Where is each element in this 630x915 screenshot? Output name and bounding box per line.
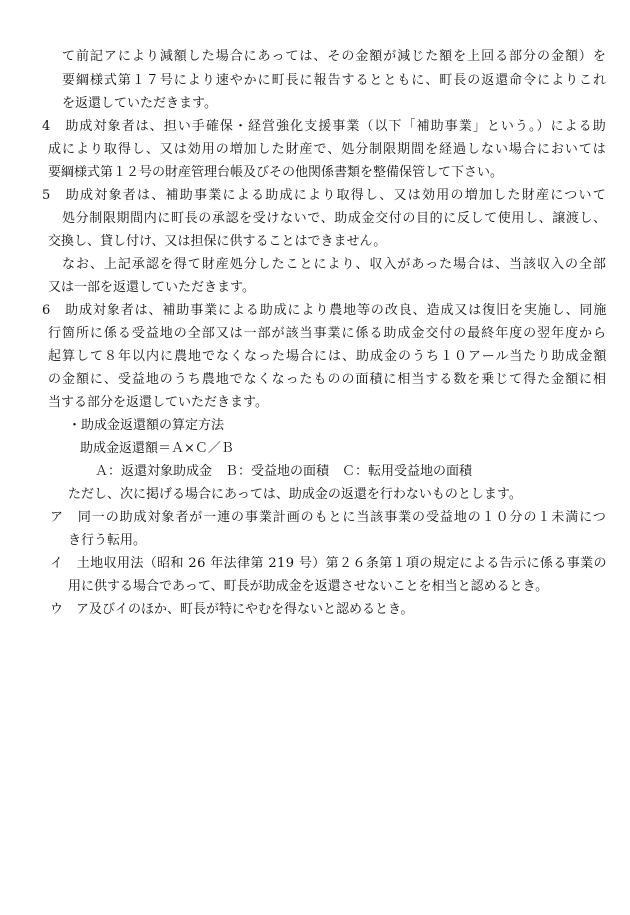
text-line: ・助成金返還額の算定方法	[68, 418, 225, 433]
text-line: 又は一部を返還していただきます。	[48, 280, 255, 295]
text-line: 行箇所に係る受益地の全部又は一部が該当事業に係る助成金交付の最終年度の翌年度から	[48, 326, 608, 341]
text-line: ア 同一の助成対象者が一連の事業計画のもとに当該事業の受益地の１０分の１未満につ	[50, 510, 607, 525]
text-line: 成により取得し、又は効用の増加した財産で、処分制限期間を経過しない場合においては	[48, 142, 607, 157]
text-line: 6 助成対象者は、補助事業による助成により農地等の改良、造成又は復旧を実施し、同施	[42, 303, 608, 318]
text-line: の金額に、受益地のうち農地でなくなったものの面積に相当する数を乗じて得た金額に相	[48, 372, 608, 387]
text-line: を返還していただきます。	[62, 96, 217, 111]
text-line: き行う転用。	[68, 533, 147, 548]
text-line: イ 土地収用法（昭和 26 年法律第 219 号）第２６条第１項の規定による告示に係る事業の	[50, 556, 607, 571]
text-line: ウ ア及びイのほか、町長が特にやむを得ないと認めるとき。	[50, 602, 414, 617]
text-line: て前記アにより減額した場合にあっては、その金額が減じた額を上回る部分の金額）を	[62, 49, 607, 64]
text-line: 交換し、貸し付け、又は担保に供することはできません。	[48, 234, 387, 249]
text-line: 当する部分を返還していただきます。	[48, 395, 268, 410]
text-line: 要綱様式第１２号の財産管理台帳及びその他関係書類を整備保管して下さい。	[48, 165, 504, 180]
text-line: なお、上記承認を得て財産処分したことにより、収入があった場合は、当該収入の全部	[62, 257, 607, 272]
text-line: ただし、次に掲げる場合にあっては、助成金の返還を行わないものとします。	[68, 487, 522, 502]
formula-legend: Ａ：返還対象助成金 Ｂ：受益地の面積 Ｃ：転用受益地の面積	[95, 464, 473, 479]
text-line: 起算して８年以内に農地でなくなった場合には、助成金のうち１０アール当たり助成金額	[48, 349, 608, 364]
text-line: 4 助成対象者は、担い手確保・経営強化支援事業（以下「補助事業」という。）による助	[42, 119, 607, 134]
text-line: 用に供する場合であって、町長が助成金を返還させないことを相当と認めるとき。	[68, 579, 549, 594]
formula-line: 助成金返還額＝Ａ×Ｃ／Ｂ	[80, 441, 234, 456]
text-line: 要綱様式第１７号により速やかに町長に報告するとともに、町長の返還命令によりこれ	[62, 73, 608, 88]
text-line: 処分制限期間内に町長の承認を受けないで、助成金交付の目的に反して使用し、譲渡し、	[62, 211, 607, 226]
text-line: 5 助成対象者は、補助事業による助成により取得し、又は効用の増加した財産について	[42, 188, 608, 203]
